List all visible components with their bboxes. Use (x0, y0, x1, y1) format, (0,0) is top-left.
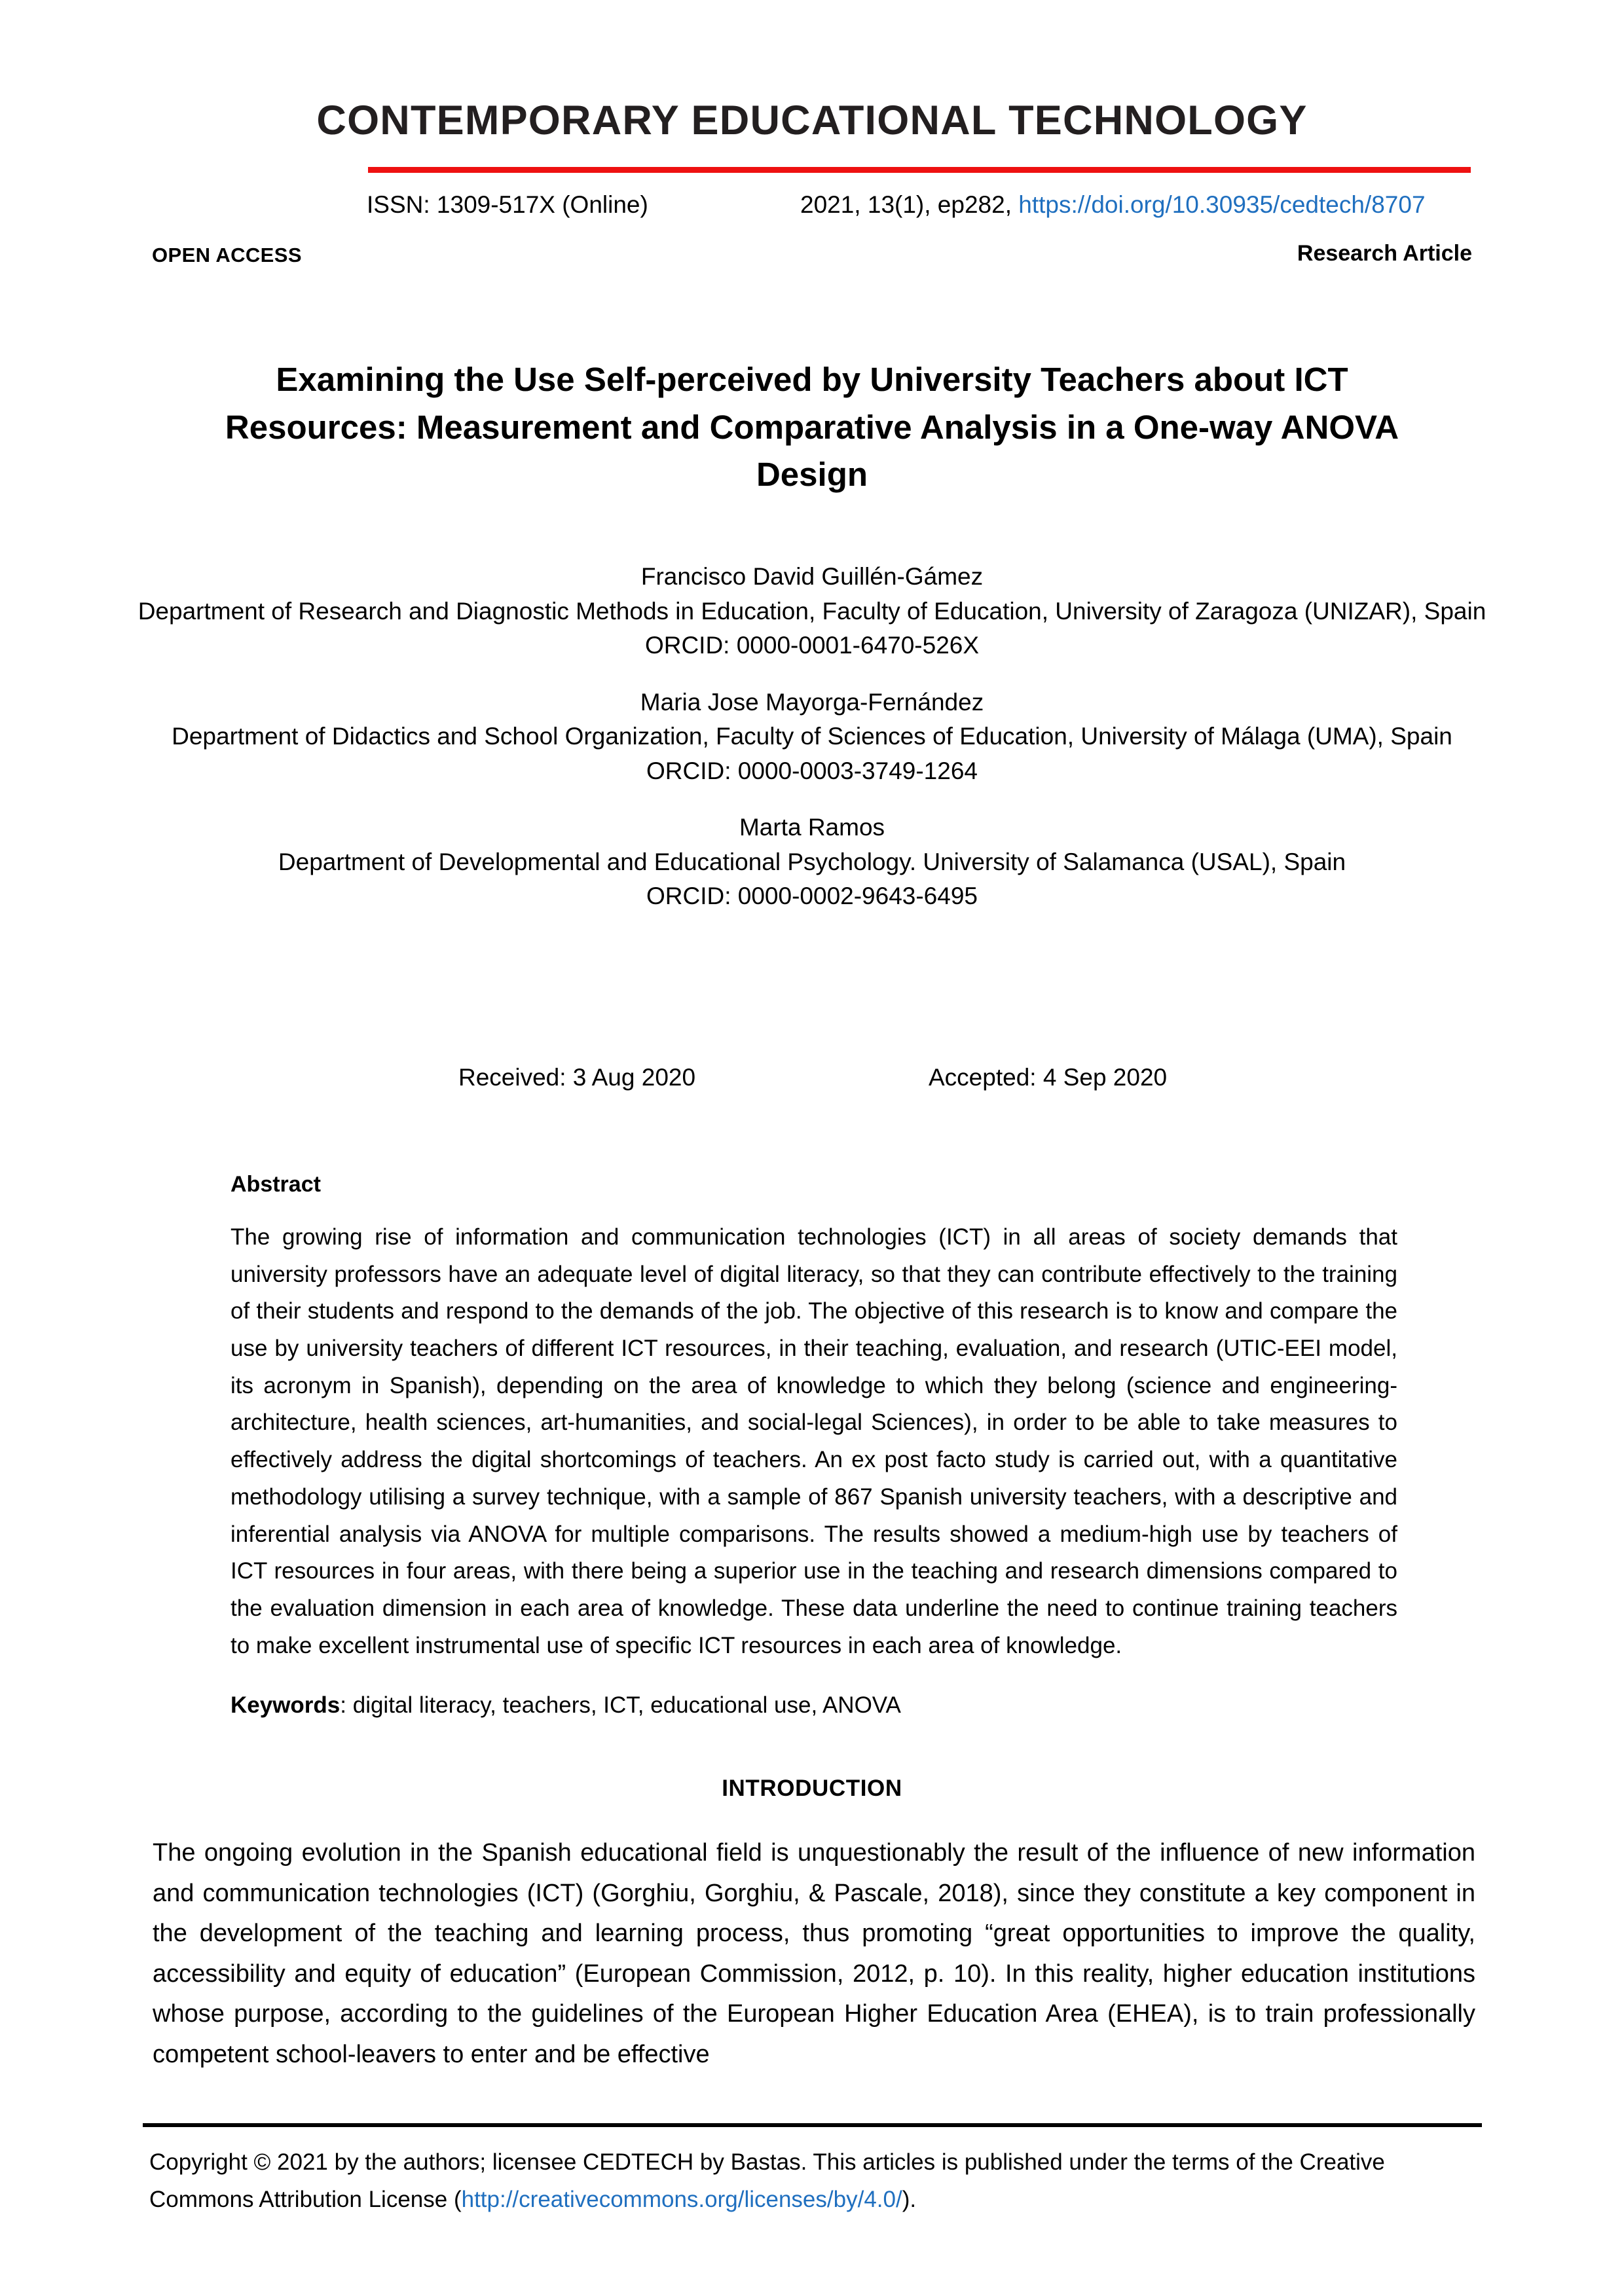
author-orcid: ORCID: 0000-0003-3749-1264 (646, 757, 978, 784)
submission-dates (0, 1064, 1624, 1097)
copyright-notice (149, 2144, 1479, 2218)
author-affiliation: Department of Developmental and Educational Psychology. University of Salamanca (USAL), Spain (278, 848, 1346, 875)
author-list (124, 560, 1500, 914)
author-orcid: ORCID: 0000-0001-6470-526X (644, 632, 980, 659)
journal-masthead (0, 98, 1624, 143)
received-date: Received: 3 Aug 2020 (458, 1064, 696, 1091)
author-entry (124, 560, 1500, 663)
author-orcid: ORCID: 0000-0002-9643-6495 (646, 883, 978, 910)
keywords-value: : digital literacy, teachers, ICT, educational use, ANOVA (340, 1692, 901, 1719)
creative-commons-link[interactable]: http://creativecommons.org/licenses/by/4.0/ (461, 2186, 902, 2212)
issn-text: ISSN: 1309-517X (Online) (367, 191, 648, 218)
article-title: Examining the Use Self-perceived by University Teachers about ICT Resources: Measurement and Comparative Analysis in a One-way ANOVA Design (225, 361, 1399, 493)
author-name: Maria Jose Mayorga-Fernández (640, 688, 984, 716)
abstract-text: The growing rise of information and communication technologies (ICT) in all areas of society demands that university professors have an adequate level of digital literacy, so that they can contribute effectively to the training of their students and respond to the demands of the job. The objective of this research is to know and compare the use by university teachers of different ICT resources, in their teaching, evaluation, and research (UTIC-EEI model, its acronym in Spanish), depending on the area of knowledge to which they belong (science and engineering-architecture, health sciences, art-humanities, and social-legal Sciences), in order to be able to take measures to effectively address the digital shortcomings of teachers. An ex post facto study is carried out, with a quantitative methodology utilising a survey technique, with a sample of 867 Spanish university teachers, with a descriptive and inferential analysis via ANOVA for multiple comparisons. The results showed a medium-high use by teachers of ICT resources in four areas, with there being a superior use in the teaching and research dimensions compared to the evaluation dimension in each area of knowledge. These data underline the need to continue training teachers to make excellent instrumental use of specific ICT resources in each area of knowledge. (231, 1224, 1397, 1658)
author-entry (124, 685, 1500, 789)
doi-link[interactable]: https://doi.org/10.30935/cedtech/8707 (1018, 191, 1426, 218)
journal-title: CONTEMPORARY EDUCATIONAL TECHNOLOGY (316, 98, 1308, 143)
copyright-text-before: Copyright © 2021 by the authors; licensee CEDTECH by Bastas. This articles is published under the terms of the Creative Commons Attribution License ( (149, 2149, 1385, 2212)
masthead-red-rule (368, 167, 1471, 173)
author-name: Francisco David Guillén-Gámez (640, 563, 984, 590)
author-affiliation: Department of Didactics and School Organization, Faculty of Sciences of Education, University of Málaga (UMA), Spain (172, 723, 1452, 750)
introduction-heading: INTRODUCTION (722, 1776, 902, 1801)
keywords-label: Keywords (231, 1692, 341, 1719)
accepted-date: Accepted: 4 Sep 2020 (929, 1064, 1168, 1091)
footer-divider (143, 2123, 1482, 2127)
author-affiliation: Department of Research and Diagnostic Methods in Education, Faculty of Education, University of Zaragoza (UNIZAR), Spain (138, 597, 1486, 625)
volume-issue-text (800, 191, 1426, 219)
author-entry (124, 811, 1500, 914)
article-type-badge: Research Article (1297, 241, 1472, 266)
author-name: Marta Ramos (739, 814, 885, 841)
open-access-badge: OPEN ACCESS (152, 244, 302, 266)
abstract-heading: Abstract (231, 1172, 321, 1197)
abstract-section (231, 1172, 1397, 1724)
journal-meta-line (0, 191, 1624, 224)
keywords-line (231, 1688, 1397, 1723)
volume-issue-value: 2021, 13(1), ep282, (800, 191, 1019, 218)
copyright-text-after: ). (902, 2186, 917, 2212)
introduction-paragraph: The ongoing evolution in the Spanish educational field is unquestionably the result of the influence of new information and communication technologies (ICT) (Gorghiu, Gorghiu, & Pascale, 2018), since they constitute a key component in the development of the teaching and learning process, thus promoting “great opportunities to improve the quality, accessibility and equity of education” (European Commission, 2012, p. 10). In this reality, higher education institutions whose purpose, according to the guidelines of the European Higher Education Area (EHEA), is to train professionally competent school-leavers to enter and be effective (153, 1839, 1475, 2068)
